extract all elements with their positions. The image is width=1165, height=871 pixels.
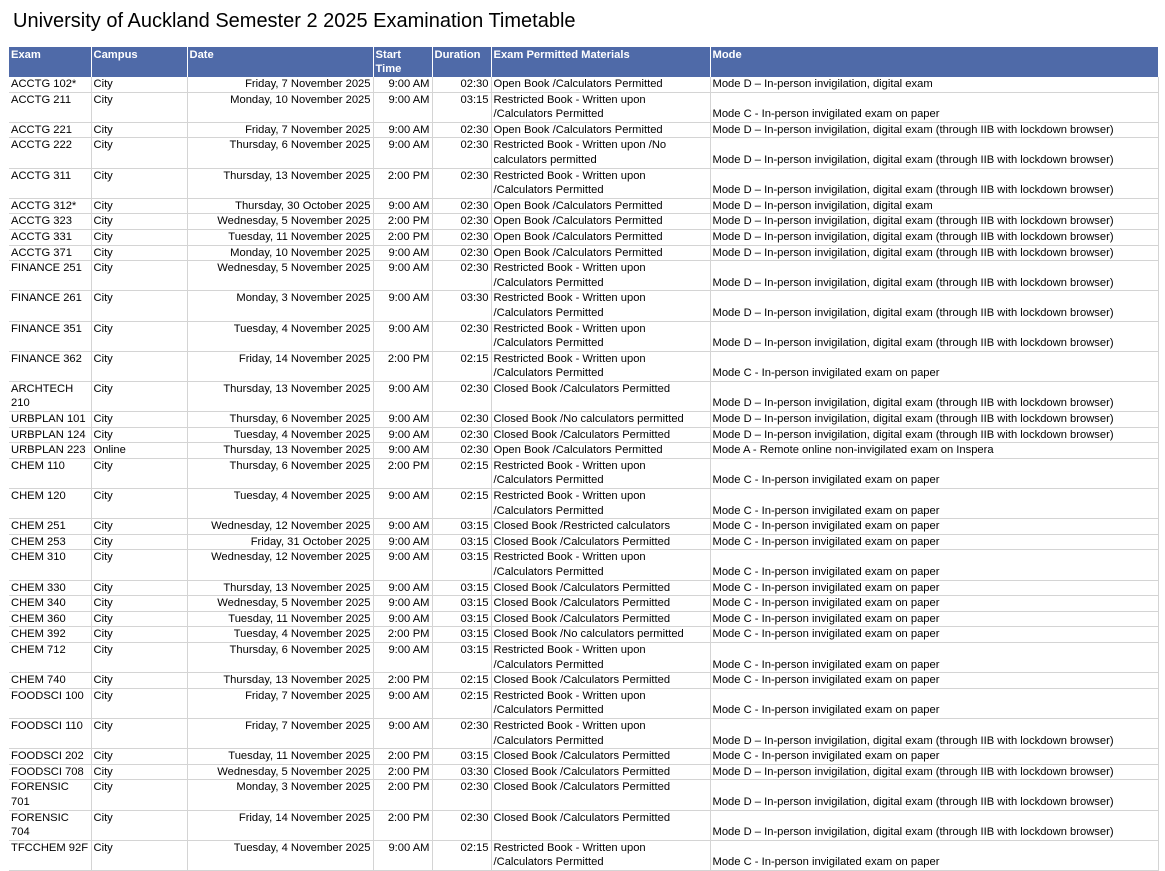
cell-duration: 03:15 [432, 550, 491, 580]
cell-campus: City [91, 534, 187, 550]
cell-materials: Closed Book /Calculators Permitted [491, 673, 710, 689]
cell-duration: 02:30 [432, 718, 491, 748]
column-header-campus: Campus [91, 47, 187, 77]
cell-start-time: 9:00 AM [373, 519, 432, 535]
cell-start-time: 9:00 AM [373, 138, 432, 168]
cell-campus: City [91, 688, 187, 718]
cell-date: Wednesday, 12 November 2025 [187, 519, 373, 535]
cell-campus: City [91, 489, 187, 519]
cell-mode: Mode D – In-person invigilation, digital exam (through IIB with lockdown browser) [710, 381, 1158, 411]
cell-date: Friday, 7 November 2025 [187, 122, 373, 138]
cell-campus: City [91, 291, 187, 321]
cell-exam: ACCTG 312* [9, 198, 91, 214]
cell-date: Thursday, 13 November 2025 [187, 168, 373, 198]
cell-date: Monday, 10 November 2025 [187, 245, 373, 261]
cell-materials: Restricted Book - Written upon /Calculators Permitted [491, 321, 710, 351]
table-row [9, 92, 1158, 122]
cell-campus: City [91, 642, 187, 672]
cell-exam: URBPLAN 124 [9, 427, 91, 443]
cell-mode: Mode C - In-person invigilated exam on paper [710, 550, 1158, 580]
cell-start-time: 2:00 PM [373, 627, 432, 643]
cell-campus: City [91, 122, 187, 138]
cell-start-time: 9:00 AM [373, 489, 432, 519]
cell-date: Friday, 31 October 2025 [187, 534, 373, 550]
cell-start-time: 9:00 AM [373, 198, 432, 214]
cell-duration: 03:15 [432, 642, 491, 672]
cell-materials: Closed Book /Calculators Permitted [491, 611, 710, 627]
table-row [9, 611, 1158, 627]
cell-exam: ACCTG 311 [9, 168, 91, 198]
table-row [9, 229, 1158, 245]
cell-date: Friday, 7 November 2025 [187, 718, 373, 748]
column-header-duration: Duration [432, 47, 491, 77]
table-row [9, 168, 1158, 198]
cell-exam: CHEM 712 [9, 642, 91, 672]
cell-date: Monday, 10 November 2025 [187, 92, 373, 122]
cell-campus: City [91, 810, 187, 840]
cell-date: Thursday, 13 November 2025 [187, 381, 373, 411]
cell-materials: Restricted Book - Written upon /Calculators Permitted [491, 718, 710, 748]
cell-exam: FORENSIC 704 [9, 810, 91, 840]
cell-materials: Closed Book /No calculators permitted [491, 412, 710, 428]
cell-exam: FINANCE 362 [9, 351, 91, 381]
cell-exam: CHEM 251 [9, 519, 91, 535]
cell-duration: 03:15 [432, 92, 491, 122]
cell-materials: Open Book /Calculators Permitted [491, 77, 710, 92]
cell-duration: 02:30 [432, 810, 491, 840]
table-row [9, 627, 1158, 643]
table-row [9, 580, 1158, 596]
cell-mode: Mode D – In-person invigilation, digital exam (through IIB with lockdown browser) [710, 291, 1158, 321]
cell-date: Tuesday, 4 November 2025 [187, 489, 373, 519]
table-row [9, 245, 1158, 261]
cell-start-time: 2:00 PM [373, 458, 432, 488]
cell-start-time: 9:00 AM [373, 611, 432, 627]
cell-mode: Mode A - Remote online non-invigilated exam on Inspera [710, 443, 1158, 459]
cell-start-time: 2:00 PM [373, 351, 432, 381]
cell-start-time: 2:00 PM [373, 214, 432, 230]
table-row [9, 381, 1158, 411]
cell-campus: City [91, 764, 187, 780]
cell-campus: City [91, 138, 187, 168]
cell-date: Tuesday, 4 November 2025 [187, 840, 373, 870]
cell-start-time: 9:00 AM [373, 718, 432, 748]
cell-exam: ACCTG 331 [9, 229, 91, 245]
cell-date: Monday, 3 November 2025 [187, 291, 373, 321]
cell-mode: Mode D – In-person invigilation, digital exam (through IIB with lockdown browser) [710, 122, 1158, 138]
cell-materials: Closed Book /Calculators Permitted [491, 580, 710, 596]
cell-duration: 02:30 [432, 780, 491, 810]
cell-date: Wednesday, 5 November 2025 [187, 764, 373, 780]
cell-duration: 02:15 [432, 673, 491, 689]
cell-duration: 02:30 [432, 261, 491, 291]
table-row [9, 458, 1158, 488]
cell-mode: Mode D – In-person invigilation, digital exam (through IIB with lockdown browser) [710, 138, 1158, 168]
cell-duration: 02:30 [432, 412, 491, 428]
cell-mode: Mode D – In-person invigilation, digital exam (through IIB with lockdown browser) [710, 321, 1158, 351]
cell-duration: 03:15 [432, 519, 491, 535]
cell-date: Thursday, 6 November 2025 [187, 412, 373, 428]
cell-date: Thursday, 13 November 2025 [187, 673, 373, 689]
cell-duration: 03:15 [432, 611, 491, 627]
cell-exam: CHEM 253 [9, 534, 91, 550]
cell-mode: Mode C - In-person invigilated exam on paper [710, 642, 1158, 672]
table-row [9, 261, 1158, 291]
cell-exam: CHEM 360 [9, 611, 91, 627]
column-header-start-time: Start Time [373, 47, 432, 77]
cell-start-time: 2:00 PM [373, 229, 432, 245]
cell-date: Thursday, 30 October 2025 [187, 198, 373, 214]
cell-start-time: 9:00 AM [373, 245, 432, 261]
table-row [9, 642, 1158, 672]
cell-mode: Mode C - In-person invigilated exam on paper [710, 92, 1158, 122]
cell-campus: City [91, 780, 187, 810]
table-body [9, 77, 1158, 870]
cell-mode: Mode C - In-person invigilated exam on paper [710, 611, 1158, 627]
cell-materials: Closed Book /Calculators Permitted [491, 810, 710, 840]
cell-start-time: 9:00 AM [373, 427, 432, 443]
cell-exam: CHEM 110 [9, 458, 91, 488]
cell-duration: 02:15 [432, 840, 491, 870]
table-row [9, 427, 1158, 443]
cell-duration: 03:15 [432, 627, 491, 643]
cell-exam: ACCTG 371 [9, 245, 91, 261]
cell-date: Friday, 7 November 2025 [187, 688, 373, 718]
cell-duration: 02:30 [432, 214, 491, 230]
table-row [9, 138, 1158, 168]
cell-start-time: 2:00 PM [373, 168, 432, 198]
cell-mode: Mode C - In-person invigilated exam on paper [710, 840, 1158, 870]
table-header-row [9, 47, 1158, 77]
cell-exam: FOODSCI 708 [9, 764, 91, 780]
cell-start-time: 9:00 AM [373, 261, 432, 291]
cell-start-time: 9:00 AM [373, 381, 432, 411]
cell-exam: ACCTG 221 [9, 122, 91, 138]
cell-campus: City [91, 718, 187, 748]
cell-mode: Mode C - In-person invigilated exam on paper [710, 673, 1158, 689]
cell-duration: 03:15 [432, 749, 491, 765]
cell-date: Wednesday, 12 November 2025 [187, 550, 373, 580]
cell-materials: Closed Book /No calculators permitted [491, 627, 710, 643]
cell-materials: Restricted Book - Written upon /Calculators Permitted [491, 550, 710, 580]
cell-start-time: 9:00 AM [373, 443, 432, 459]
cell-exam: FINANCE 251 [9, 261, 91, 291]
cell-exam: FOODSCI 100 [9, 688, 91, 718]
cell-mode: Mode C - In-person invigilated exam on paper [710, 580, 1158, 596]
cell-duration: 02:30 [432, 122, 491, 138]
table-row [9, 519, 1158, 535]
cell-start-time: 2:00 PM [373, 810, 432, 840]
cell-date: Thursday, 6 November 2025 [187, 642, 373, 672]
cell-date: Monday, 3 November 2025 [187, 780, 373, 810]
cell-date: Thursday, 13 November 2025 [187, 580, 373, 596]
table-row [9, 443, 1158, 459]
cell-materials: Restricted Book - Written upon /Calculators Permitted [491, 261, 710, 291]
cell-campus: City [91, 381, 187, 411]
cell-campus: City [91, 596, 187, 612]
cell-mode: Mode C - In-person invigilated exam on paper [710, 627, 1158, 643]
cell-mode: Mode C - In-person invigilated exam on paper [710, 519, 1158, 535]
cell-date: Tuesday, 11 November 2025 [187, 611, 373, 627]
cell-mode: Mode C - In-person invigilated exam on paper [710, 596, 1158, 612]
cell-date: Wednesday, 5 November 2025 [187, 596, 373, 612]
table-row [9, 673, 1158, 689]
column-header-mode: Mode [710, 47, 1158, 77]
cell-duration: 03:30 [432, 291, 491, 321]
cell-mode: Mode D – In-person invigilation, digital exam (through IIB with lockdown browser) [710, 764, 1158, 780]
cell-exam: CHEM 120 [9, 489, 91, 519]
cell-materials: Closed Book /Restricted calculators [491, 519, 710, 535]
cell-date: Thursday, 6 November 2025 [187, 138, 373, 168]
cell-exam: FOODSCI 110 [9, 718, 91, 748]
cell-exam: ARCHTECH 210 [9, 381, 91, 411]
cell-duration: 03:15 [432, 580, 491, 596]
cell-campus: City [91, 261, 187, 291]
table-row [9, 291, 1158, 321]
cell-materials: Restricted Book - Written upon /Calculators Permitted [491, 642, 710, 672]
cell-mode: Mode C - In-person invigilated exam on paper [710, 688, 1158, 718]
cell-date: Thursday, 6 November 2025 [187, 458, 373, 488]
table-row [9, 77, 1158, 92]
cell-exam: CHEM 330 [9, 580, 91, 596]
cell-materials: Restricted Book - Written upon /No calculators permitted [491, 138, 710, 168]
cell-exam: CHEM 392 [9, 627, 91, 643]
cell-campus: City [91, 840, 187, 870]
table-row [9, 688, 1158, 718]
cell-campus: City [91, 427, 187, 443]
cell-mode: Mode D – In-person invigilation, digital exam [710, 198, 1158, 214]
cell-campus: City [91, 627, 187, 643]
exam-timetable [9, 47, 1159, 871]
cell-start-time: 9:00 AM [373, 77, 432, 92]
cell-campus: City [91, 611, 187, 627]
cell-materials: Open Book /Calculators Permitted [491, 245, 710, 261]
cell-date: Friday, 14 November 2025 [187, 351, 373, 381]
cell-materials: Closed Book /Calculators Permitted [491, 749, 710, 765]
cell-materials: Restricted Book - Written upon /Calculators Permitted [491, 92, 710, 122]
cell-campus: City [91, 412, 187, 428]
cell-date: Tuesday, 4 November 2025 [187, 427, 373, 443]
cell-duration: 02:15 [432, 351, 491, 381]
cell-mode: Mode C - In-person invigilated exam on paper [710, 351, 1158, 381]
cell-mode: Mode C - In-person invigilated exam on paper [710, 458, 1158, 488]
column-header-exam: Exam [9, 47, 91, 77]
cell-mode: Mode C - In-person invigilated exam on paper [710, 489, 1158, 519]
table-row [9, 780, 1158, 810]
cell-mode: Mode D – In-person invigilation, digital exam (through IIB with lockdown browser) [710, 261, 1158, 291]
cell-campus: City [91, 92, 187, 122]
cell-mode: Mode C - In-person invigilated exam on paper [710, 534, 1158, 550]
cell-date: Friday, 14 November 2025 [187, 810, 373, 840]
cell-start-time: 9:00 AM [373, 642, 432, 672]
cell-start-time: 9:00 AM [373, 596, 432, 612]
cell-mode: Mode D – In-person invigilation, digital exam (through IIB with lockdown browser) [710, 780, 1158, 810]
cell-duration: 02:30 [432, 245, 491, 261]
table-row [9, 764, 1158, 780]
cell-duration: 03:15 [432, 534, 491, 550]
cell-campus: City [91, 550, 187, 580]
cell-mode: Mode D – In-person invigilation, digital exam (through IIB with lockdown browser) [710, 214, 1158, 230]
table-row [9, 840, 1158, 870]
cell-start-time: 9:00 AM [373, 688, 432, 718]
cell-date: Tuesday, 4 November 2025 [187, 627, 373, 643]
table-row [9, 489, 1158, 519]
cell-duration: 02:15 [432, 489, 491, 519]
cell-date: Thursday, 13 November 2025 [187, 443, 373, 459]
cell-duration: 02:30 [432, 168, 491, 198]
cell-materials: Closed Book /Calculators Permitted [491, 381, 710, 411]
cell-duration: 02:15 [432, 458, 491, 488]
cell-start-time: 9:00 AM [373, 580, 432, 596]
cell-start-time: 9:00 AM [373, 840, 432, 870]
table-row [9, 550, 1158, 580]
column-header-date: Date [187, 47, 373, 77]
table-row [9, 596, 1158, 612]
table-row [9, 718, 1158, 748]
cell-duration: 03:30 [432, 764, 491, 780]
cell-campus: City [91, 198, 187, 214]
cell-exam: URBPLAN 223 [9, 443, 91, 459]
cell-start-time: 9:00 AM [373, 534, 432, 550]
cell-start-time: 9:00 AM [373, 412, 432, 428]
table-row [9, 214, 1158, 230]
cell-date: Tuesday, 4 November 2025 [187, 321, 373, 351]
cell-exam: FORENSIC 701 [9, 780, 91, 810]
cell-campus: City [91, 351, 187, 381]
cell-mode: Mode D – In-person invigilation, digital exam (through IIB with lockdown browser) [710, 168, 1158, 198]
cell-materials: Closed Book /Calculators Permitted [491, 780, 710, 810]
cell-duration: 02:30 [432, 321, 491, 351]
cell-start-time: 9:00 AM [373, 550, 432, 580]
cell-campus: City [91, 673, 187, 689]
cell-start-time: 2:00 PM [373, 780, 432, 810]
cell-materials: Open Book /Calculators Permitted [491, 214, 710, 230]
cell-date: Wednesday, 5 November 2025 [187, 261, 373, 291]
cell-duration: 02:30 [432, 229, 491, 245]
cell-materials: Closed Book /Calculators Permitted [491, 534, 710, 550]
cell-materials: Closed Book /Calculators Permitted [491, 427, 710, 443]
cell-date: Wednesday, 5 November 2025 [187, 214, 373, 230]
cell-duration: 02:30 [432, 138, 491, 168]
cell-exam: CHEM 310 [9, 550, 91, 580]
cell-duration: 02:30 [432, 427, 491, 443]
cell-duration: 03:15 [432, 596, 491, 612]
cell-duration: 02:30 [432, 381, 491, 411]
table-row [9, 321, 1158, 351]
cell-campus: City [91, 580, 187, 596]
cell-campus: City [91, 519, 187, 535]
cell-materials: Restricted Book - Written upon /Calculators Permitted [491, 458, 710, 488]
cell-campus: City [91, 458, 187, 488]
cell-mode: Mode D – In-person invigilation, digital exam (through IIB with lockdown browser) [710, 427, 1158, 443]
cell-date: Friday, 7 November 2025 [187, 77, 373, 92]
cell-campus: City [91, 229, 187, 245]
cell-materials: Open Book /Calculators Permitted [491, 198, 710, 214]
cell-duration: 02:30 [432, 198, 491, 214]
cell-duration: 02:30 [432, 443, 491, 459]
cell-duration: 02:30 [432, 77, 491, 92]
cell-date: Tuesday, 11 November 2025 [187, 749, 373, 765]
cell-exam: ACCTG 102* [9, 77, 91, 92]
cell-materials: Restricted Book - Written upon /Calculators Permitted [491, 291, 710, 321]
table-row [9, 351, 1158, 381]
cell-campus: City [91, 245, 187, 261]
cell-campus: City [91, 749, 187, 765]
cell-exam: CHEM 340 [9, 596, 91, 612]
cell-mode: Mode D – In-person invigilation, digital exam (through IIB with lockdown browser) [710, 229, 1158, 245]
cell-mode: Mode D – In-person invigilation, digital exam (through IIB with lockdown browser) [710, 412, 1158, 428]
cell-mode: Mode D – In-person invigilation, digital exam (through IIB with lockdown browser) [710, 810, 1158, 840]
cell-materials: Restricted Book - Written upon /Calculators Permitted [491, 840, 710, 870]
cell-exam: FINANCE 261 [9, 291, 91, 321]
cell-materials: Restricted Book - Written upon /Calculators Permitted [491, 168, 710, 198]
cell-start-time: 2:00 PM [373, 764, 432, 780]
cell-materials: Open Book /Calculators Permitted [491, 229, 710, 245]
cell-exam: FINANCE 351 [9, 321, 91, 351]
cell-exam: TFCCHEM 92F [9, 840, 91, 870]
table-row [9, 412, 1158, 428]
cell-mode: Mode D – In-person invigilation, digital exam (through IIB with lockdown browser) [710, 245, 1158, 261]
cell-mode: Mode D – In-person invigilation, digital exam (through IIB with lockdown browser) [710, 718, 1158, 748]
table-row [9, 534, 1158, 550]
page-title: University of Auckland Semester 2 2025 Examination Timetable [13, 10, 576, 32]
cell-exam: FOODSCI 202 [9, 749, 91, 765]
cell-mode: Mode C - In-person invigilated exam on paper [710, 749, 1158, 765]
cell-campus: City [91, 214, 187, 230]
cell-materials: Restricted Book - Written upon /Calculators Permitted [491, 688, 710, 718]
cell-campus: City [91, 77, 187, 92]
cell-start-time: 9:00 AM [373, 321, 432, 351]
table-row [9, 122, 1158, 138]
cell-start-time: 9:00 AM [373, 122, 432, 138]
cell-duration: 02:15 [432, 688, 491, 718]
cell-materials: Restricted Book - Written upon /Calculators Permitted [491, 351, 710, 381]
table-row [9, 810, 1158, 840]
cell-materials: Closed Book /Calculators Permitted [491, 596, 710, 612]
table-row [9, 749, 1158, 765]
cell-date: Tuesday, 11 November 2025 [187, 229, 373, 245]
cell-materials: Restricted Book - Written upon /Calculators Permitted [491, 489, 710, 519]
cell-exam: ACCTG 222 [9, 138, 91, 168]
cell-exam: CHEM 740 [9, 673, 91, 689]
cell-mode: Mode D – In-person invigilation, digital exam [710, 77, 1158, 92]
cell-start-time: 2:00 PM [373, 749, 432, 765]
cell-campus: Online [91, 443, 187, 459]
cell-exam: URBPLAN 101 [9, 412, 91, 428]
cell-campus: City [91, 321, 187, 351]
cell-start-time: 2:00 PM [373, 673, 432, 689]
cell-materials: Open Book /Calculators Permitted [491, 122, 710, 138]
cell-materials: Closed Book /Calculators Permitted [491, 764, 710, 780]
cell-start-time: 9:00 AM [373, 92, 432, 122]
table-row [9, 198, 1158, 214]
cell-materials: Open Book /Calculators Permitted [491, 443, 710, 459]
cell-exam: ACCTG 323 [9, 214, 91, 230]
cell-campus: City [91, 168, 187, 198]
cell-start-time: 9:00 AM [373, 291, 432, 321]
column-header-materials: Exam Permitted Materials [491, 47, 710, 77]
cell-exam: ACCTG 211 [9, 92, 91, 122]
